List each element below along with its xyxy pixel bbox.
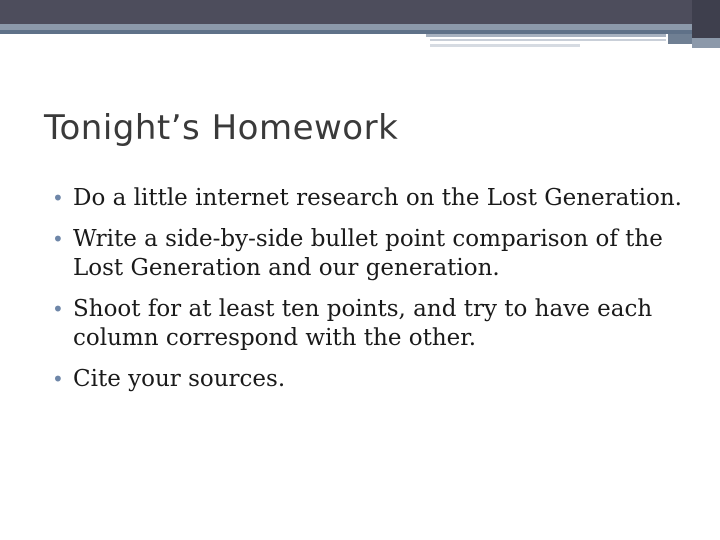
header-accent-line xyxy=(426,34,666,37)
bullet-dot-icon: • xyxy=(52,297,64,321)
bullet-dot-icon: • xyxy=(52,186,64,210)
bullet-text: Write a side-by-side bullet point comparison of the Lost Generation and our generation. xyxy=(73,226,663,281)
bullet-item xyxy=(52,184,692,213)
bullet-list xyxy=(52,184,692,406)
header-accent-line xyxy=(430,44,580,47)
header-accent-block xyxy=(668,34,692,44)
bullet-text: Cite your sources. xyxy=(73,366,286,392)
header-accent-line xyxy=(430,39,666,41)
bullet-text: Shoot for at least ten points, and try to have each column correspond with the other. xyxy=(73,296,653,351)
slide-title: Tonight’s Homework xyxy=(44,108,399,148)
header-bar xyxy=(0,0,720,24)
header-corner-block xyxy=(692,0,720,38)
bullet-item xyxy=(52,295,692,353)
bullet-item xyxy=(52,225,692,283)
header-accent-block xyxy=(692,38,720,48)
bullet-dot-icon: • xyxy=(52,227,64,251)
bullet-item xyxy=(52,365,692,394)
bullet-dot-icon: • xyxy=(52,367,64,391)
bullet-text: Do a little internet research on the Lost Generation. xyxy=(73,185,682,211)
